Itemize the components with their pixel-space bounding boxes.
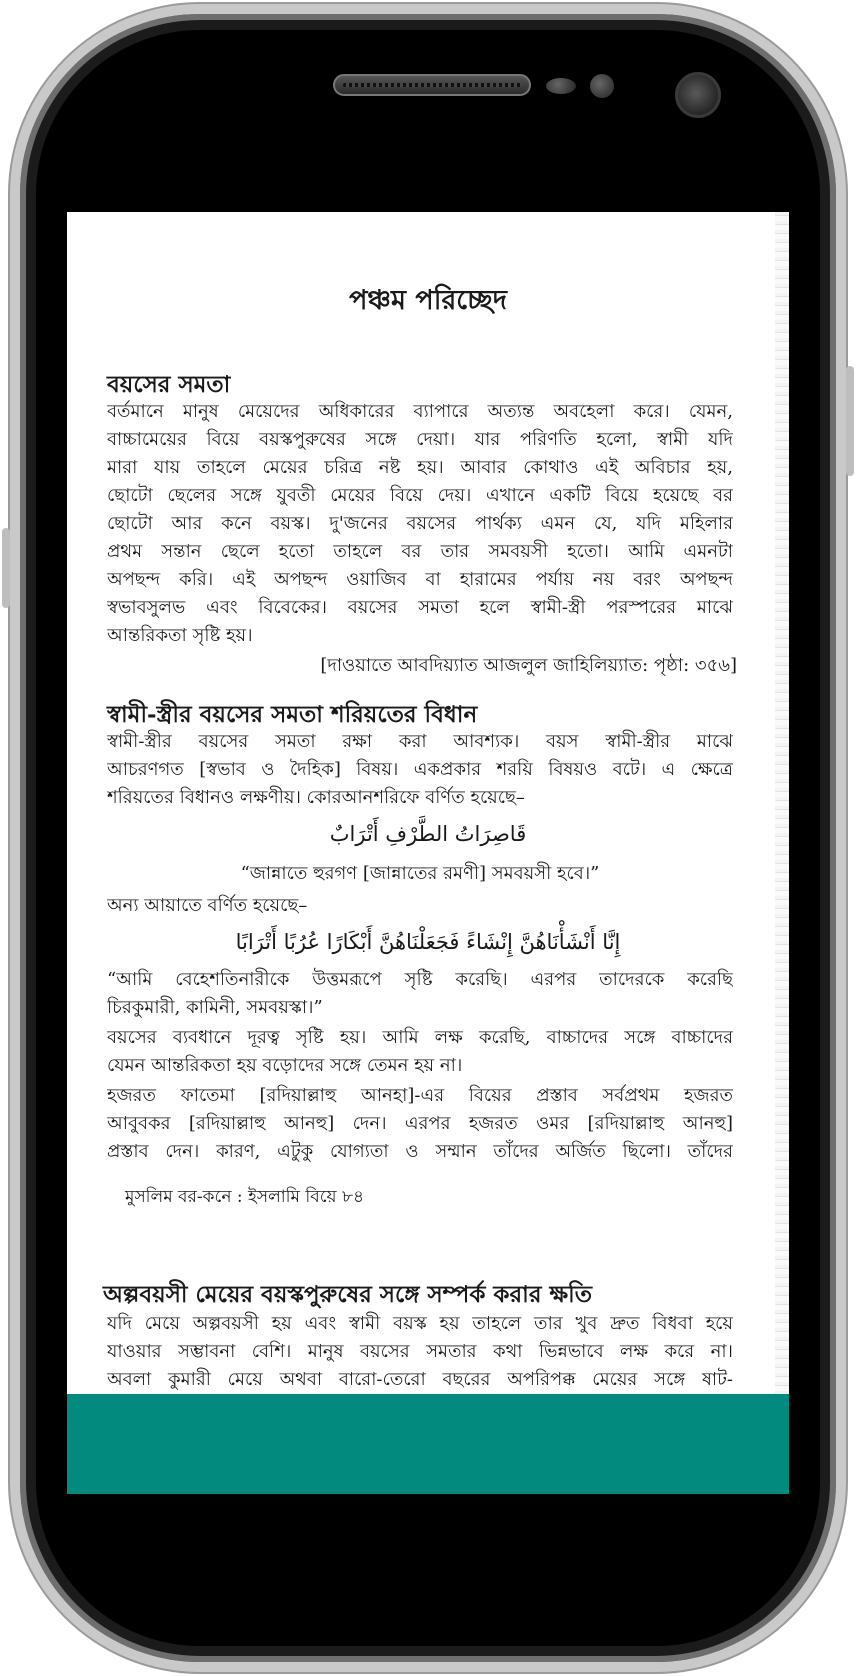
verse-translation: “জান্নাতে হুরগণ [জান্নাতের রমণী] সমবয়সী হবে।” bbox=[240, 863, 600, 884]
volume-button bbox=[2, 528, 10, 608]
paragraph-line: আবুবকর [রদিয়াল্লাহু আনহু] দেন। এরপর হজরত ওমর [রদিয়াল্লাহু আনহু] bbox=[107, 1113, 733, 1134]
paragraph-line: অন্য আয়াতে বর্ণিত হয়েছে– bbox=[107, 895, 308, 916]
section-heading-shariah-ruling: স্বামী-স্ত্রীর বয়সের সমতা শরিয়তের বিধান bbox=[107, 701, 478, 728]
paragraph-line: প্রস্তাব দেন। কারণ, এটুকু যোগ্যতা ও সম্মান তাঁদের অর্জিত ছিলো। তাঁদের bbox=[107, 1141, 733, 1162]
paragraph-line: যাওয়ার সম্ভাবনা বেশি। মানুষ বয়সের সমতার কথা ভিন্নভাবে লক্ষ করে না। bbox=[107, 1341, 733, 1362]
phone-screen bbox=[67, 212, 789, 1494]
power-button bbox=[846, 366, 854, 476]
paragraph-line: যেমন আন্তরিকতা হয় বড়োদের সঙ্গে তেমন হয় না। bbox=[107, 1055, 463, 1076]
paragraph-line: ছোটো আর কনে বয়স্ক। দু'জনের বয়সের পার্থক্য এমন যে, যদি মহিলার bbox=[107, 513, 733, 534]
section-heading-young-girl-harm: অল্পবয়সী মেয়ের বয়স্কপুরুষের সঙ্গে সম্পর্ক করার ক্ষতি bbox=[103, 1281, 592, 1308]
paragraph-line: যদি মেয়ে অল্পবয়সী হয় এবং স্বামী বয়স্ক হয় তাহলে তার খুব দ্রুত বিধবা হয়ে bbox=[107, 1313, 733, 1334]
paragraph-line: মারা যায় তাহলে মেয়ের চরিত্র নষ্ট হয়। আবার কোথাও এই অবিচার হয়, bbox=[107, 457, 733, 478]
earpiece-speaker bbox=[333, 74, 531, 96]
paragraph-line: আচরণগত [স্বভাব ও দৈহিক] বিষয়। একপ্রকার শরয়ি বিষয়ও বটে। এ ক্ষেত্রে bbox=[107, 759, 733, 780]
front-camera bbox=[675, 72, 721, 118]
paragraph-line: বর্তমানে মানুষ মেয়েদের অধিকারের ব্যাপারে অত্যন্ত অবহেলা করে। যেমন, bbox=[107, 401, 733, 422]
arabic-verse: قَاصِرَاتُ الطَّرْفِ أَتْرَابٌ bbox=[329, 822, 527, 846]
citation: [দাওয়াতে আবদিয়্যাত আজলুল জাহিলিয়্যাত: পৃষ্ঠা: ৩৫৬] bbox=[320, 655, 737, 676]
page-edge bbox=[775, 212, 789, 1394]
paragraph-line: স্বামী-স্ত্রীর বয়সের সমতা রক্ষা করা আবশ্যক। বয়স স্বামী-স্ত্রীর মাঝে bbox=[107, 731, 733, 752]
verse-translation: চিরকুমারী, কামিনী, সমবয়স্কা।” bbox=[107, 997, 323, 1018]
light-sensor bbox=[590, 74, 614, 98]
page-footer: মুসলিম বর-কনে : ইসলামি বিয়ে ৮৪ bbox=[125, 1187, 365, 1207]
paragraph-line: বয়সের ব্যবধানে দূরত্ব সৃষ্টি হয়। আমি লক্ষ করেছি, বাচ্চাদের সঙ্গে বাচ্চাদের bbox=[107, 1027, 733, 1048]
arabic-verse: إِنَّا أَنْشَأْنَاهُنَّ إِنْشَاءً فَجَعَلْنَاهُنَّ أَبْكَارًا عُرُبًا أَتْرَابًا bbox=[235, 930, 621, 954]
paragraph-line: প্রথম সন্তান ছেলে হতো তাহলে বর তার সমবয়সী হতো। আমি এমনটা bbox=[107, 541, 733, 562]
paragraph-line: হজরত ফাতেমা [রদিয়াল্লাহু আনহা]-এর বিয়ের প্রস্তাব সর্বপ্রথম হজরত bbox=[107, 1085, 733, 1106]
chapter-title: পঞ্চম পরিচ্ছেদ bbox=[349, 285, 507, 316]
bottom-banner-bar[interactable] bbox=[67, 1394, 789, 1494]
paragraph-line: শরিয়তের বিধানও লক্ষণীয়। কোরআনশরিফে বর্ণিত হয়েছে– bbox=[107, 787, 525, 808]
paragraph-line: আন্তরিকতা সৃষ্টি হয়। bbox=[107, 625, 253, 646]
proximity-sensor bbox=[546, 78, 576, 94]
book-page[interactable] bbox=[67, 212, 789, 1394]
paragraph-line: বাচ্চামেয়ের বিয়ে বয়স্কপুরুষের সঙ্গে দেয়া। যার পরিণতি হলো, স্বামী যদি bbox=[107, 429, 733, 450]
paragraph-line: অপছন্দ করি। এই অপছন্দ ওয়াজিব বা হারামের পর্যায় নয় বরং অপছন্দ bbox=[107, 569, 733, 590]
verse-translation: “আমি বেহেশতিনারীকে উত্তমরূপে সৃষ্টি করেছি। এরপর তাদেরকে করেছি bbox=[107, 969, 733, 990]
section-heading-age-equality: বয়সের সমতা bbox=[107, 371, 231, 398]
paragraph-line: স্বভাবসুলভ এবং বিবেকের। বয়সের সমতা হলে স্বামী-স্ত্রী পরস্পরের মাঝে bbox=[107, 597, 733, 618]
paragraph-line: অবলা কুমারী মেয়ে অথবা বারো-তেরো বছরের অপরিপক্ক মেয়ের সঙ্গে ষাট- bbox=[107, 1369, 733, 1390]
paragraph-line: ছোটো ছেলের সঙ্গে যুবতী মেয়ের বিয়ে দেয়। এখানে একটি বিয়ে হয়েছে বর bbox=[107, 485, 733, 506]
